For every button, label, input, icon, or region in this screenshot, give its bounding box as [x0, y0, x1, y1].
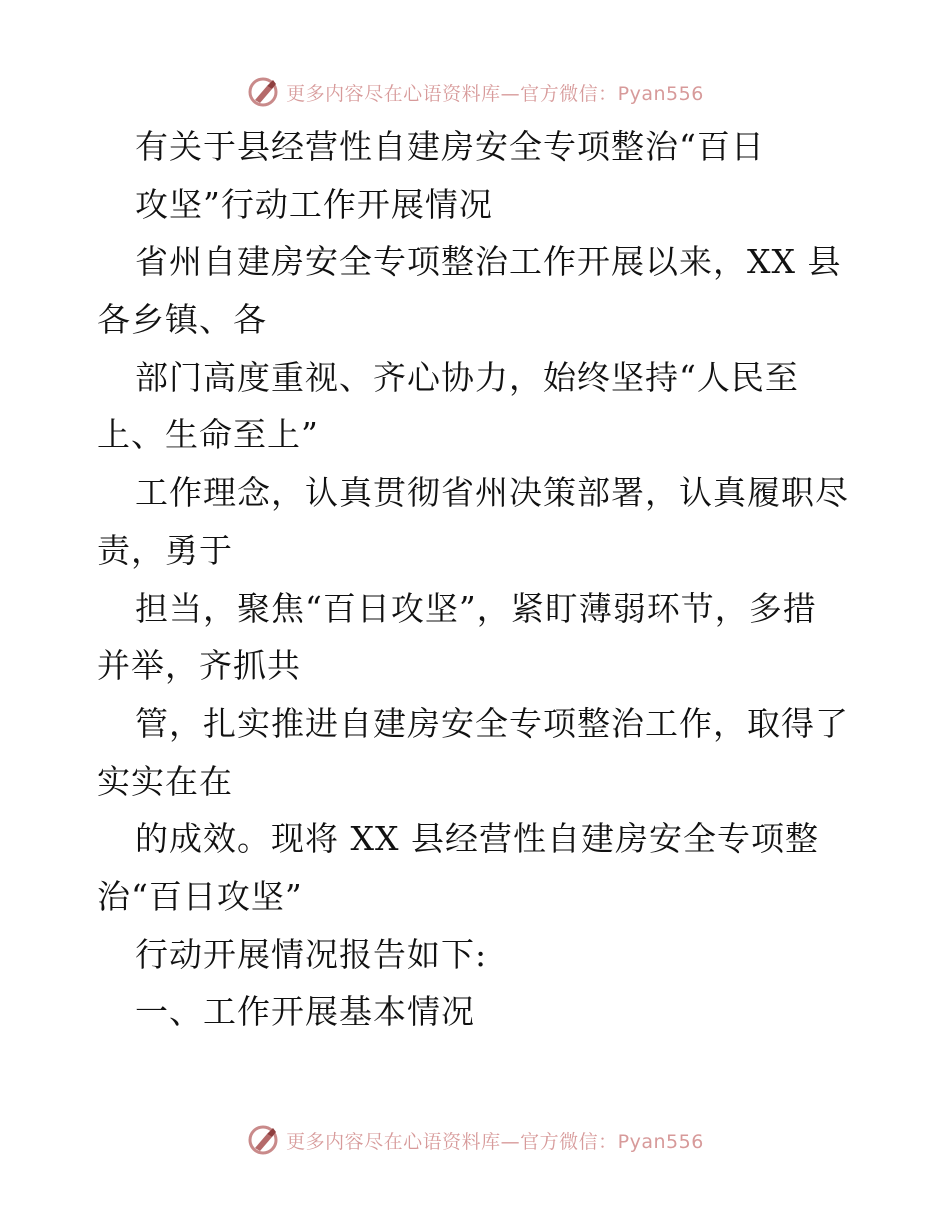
text-line: 各乡镇、各 — [97, 300, 267, 340]
text-line: 实实在在 — [97, 761, 233, 801]
text-line: 担当，聚焦“百日攻坚”，紧盯薄弱环节，多措 — [135, 588, 817, 628]
watermark-text: 更多内容尽在心语资料库—官方微信：Pyan556 — [286, 1130, 704, 1153]
pen-logo-icon — [246, 75, 280, 109]
text-line: 省州自建房安全专项整治工作开展以来，XX 县 — [135, 242, 842, 282]
text-line: 工作理念，认真贯彻省州决策部署，认真履职尽 — [135, 473, 849, 513]
text-line: 部门高度重视、齐心协力，始终坚持“人民至 — [135, 357, 799, 397]
text-line: 行动开展情况报告如下: — [135, 934, 488, 974]
footer-watermark — [0, 1120, 950, 1160]
text-line: 管，扎实推进自建房安全专项整治工作，取得了 — [135, 703, 849, 743]
text-line: 治“百日攻坚” — [97, 876, 303, 916]
text-line: 上、生命至上” — [97, 415, 319, 455]
text-line: 并举，齐抓共 — [97, 646, 301, 686]
text-line: 有关于县经营性自建房安全专项整治“百日 — [135, 127, 765, 166]
document-body — [97, 118, 877, 1041]
watermark-text: 更多内容尽在心语资料库—官方微信：Pyan556 — [286, 82, 704, 105]
text-line: 一、工作开展基本情况 — [135, 992, 475, 1032]
pen-logo-icon — [246, 1123, 280, 1157]
header-watermark — [0, 72, 950, 112]
text-line: 的成效。现将 XX 县经营性自建房安全专项整 — [135, 819, 819, 859]
text-line: 攻坚”行动工作开展情况 — [135, 184, 493, 224]
text-line: 责，勇于 — [97, 530, 233, 570]
